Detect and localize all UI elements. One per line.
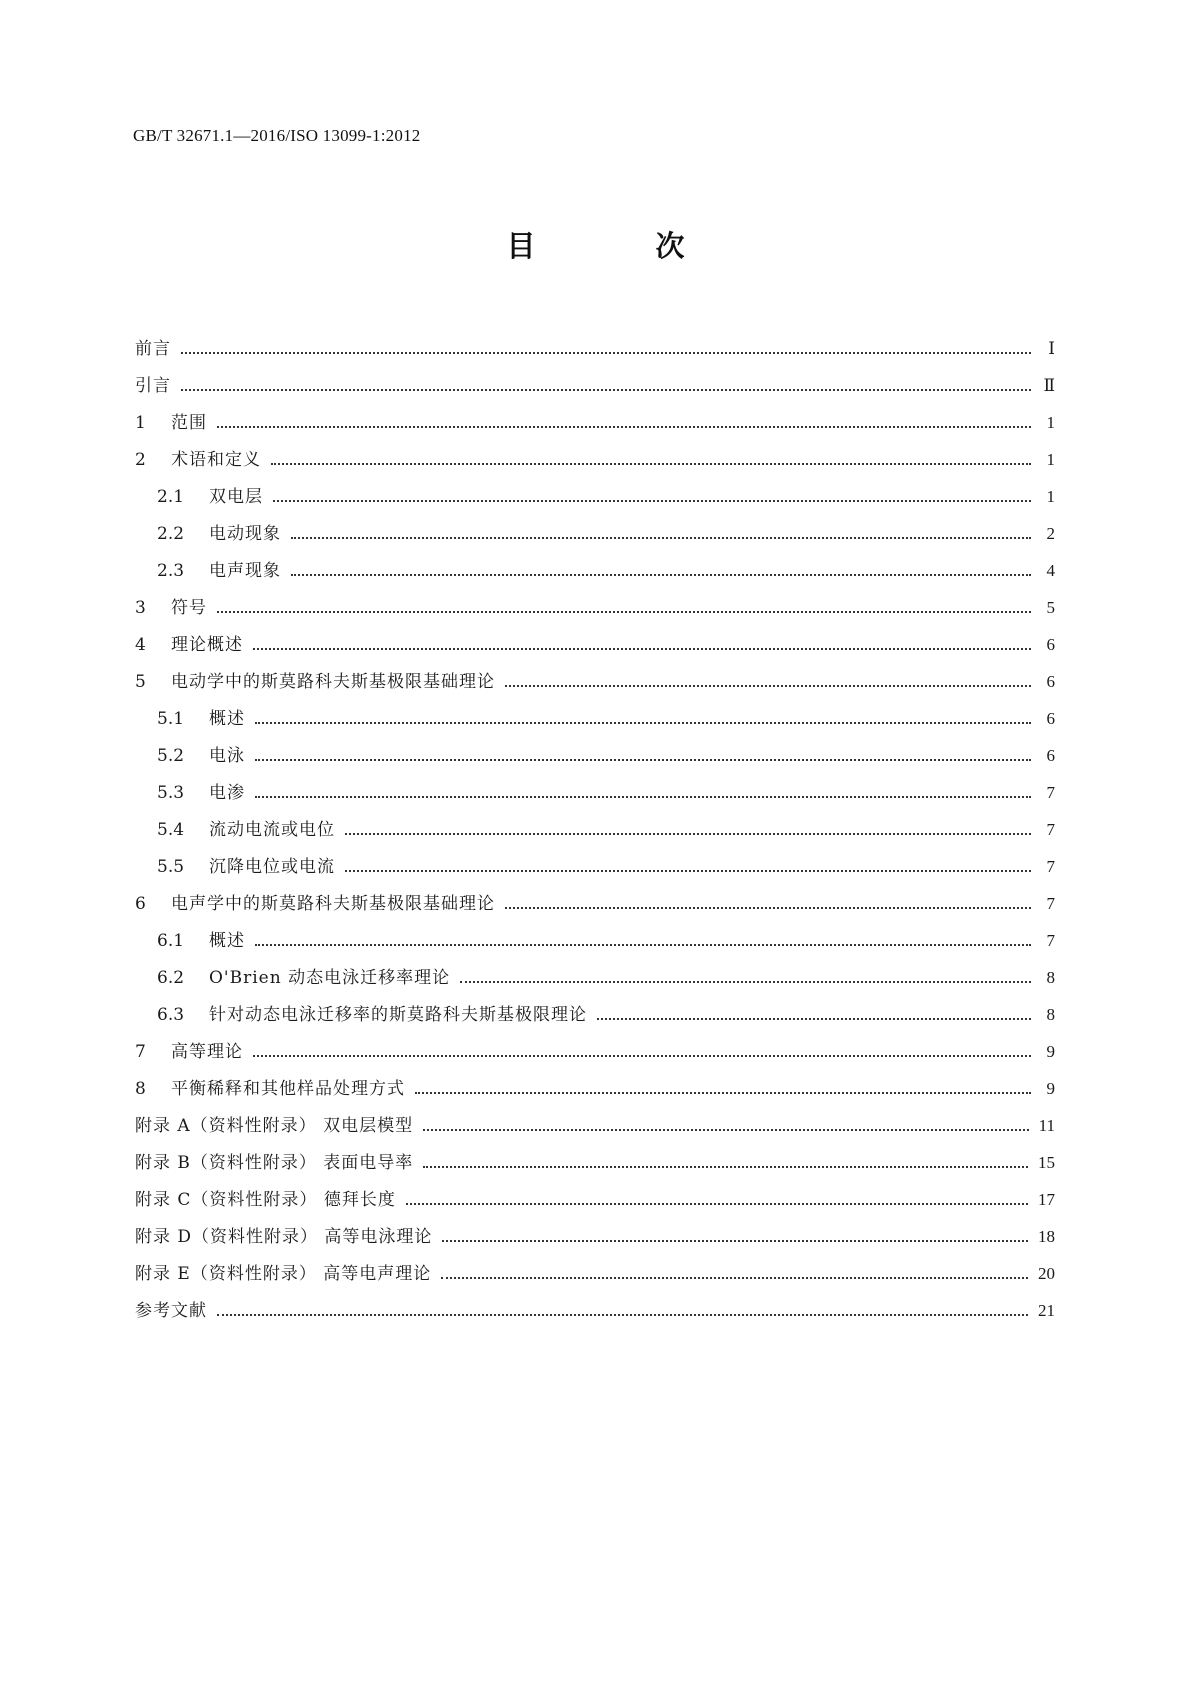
toc-entry[interactable] (135, 508, 1055, 545)
toc-entry-page: 7 (1046, 857, 1055, 876)
toc-entry-label: 参考文献 (135, 1301, 207, 1321)
toc-entry-page: 6 (1046, 635, 1055, 654)
toc-entry-label: 沉降电位或电流 (209, 857, 335, 877)
toc-entry[interactable] (135, 471, 1055, 508)
toc-entry-label: 流动电流或电位 (209, 820, 335, 840)
toc-dot-leader (181, 352, 1031, 354)
toc-entry-number: 5.1 (157, 709, 185, 729)
toc-entry-number: 2.1 (157, 487, 185, 507)
toc-entry-label: 高等理论 (171, 1042, 243, 1062)
toc-entry[interactable] (135, 730, 1055, 767)
toc-entry-label: 前言 (135, 339, 171, 359)
toc-entry[interactable] (135, 878, 1055, 915)
toc-entry[interactable] (135, 1026, 1055, 1063)
toc-entry-label: 范围 (171, 413, 207, 433)
toc-entry-page: 5 (1046, 598, 1055, 617)
toc-entry[interactable] (135, 397, 1055, 434)
toc-dot-leader (441, 1277, 1028, 1279)
toc-dot-leader (505, 685, 1031, 687)
toc-entry-page: 11 (1038, 1116, 1055, 1135)
toc-dot-leader (423, 1129, 1029, 1131)
toc-entry-number: 3 (135, 598, 146, 618)
toc-dot-leader (255, 759, 1031, 761)
standard-number: GB/T 32671.1—2016/ISO 13099-1:2012 (133, 126, 421, 145)
toc-entry-page: Ⅱ (1043, 376, 1055, 395)
toc-entry-label: 理论概述 (171, 635, 243, 655)
toc-entry-label: 概述 (209, 931, 245, 951)
toc-entry[interactable] (135, 545, 1055, 582)
toc-entry[interactable] (135, 360, 1055, 397)
toc-entry[interactable] (135, 582, 1055, 619)
toc-dot-leader (217, 426, 1031, 428)
toc-entry[interactable] (135, 434, 1055, 471)
toc-entry-label: 符号 (171, 598, 207, 618)
toc-entry[interactable] (135, 1211, 1055, 1248)
toc-entry-page: 1 (1046, 413, 1055, 432)
toc-entry-number: 7 (135, 1042, 146, 1062)
toc-entry-label: 概述 (209, 709, 245, 729)
toc-entry-page: 15 (1038, 1153, 1055, 1172)
toc-dot-leader (253, 648, 1031, 650)
toc-entry[interactable] (135, 1137, 1055, 1174)
toc-entry[interactable] (135, 767, 1055, 804)
toc-entry-page: 6 (1046, 709, 1055, 728)
toc-entry-number: 6.1 (157, 931, 185, 951)
toc-entry[interactable] (135, 619, 1055, 656)
toc-entry-label: 电动学中的斯莫路科夫斯基极限基础理论 (171, 672, 495, 692)
toc-entry-label: 针对动态电泳迁移率的斯莫路科夫斯基极限理论 (209, 1005, 587, 1025)
toc-entry[interactable] (135, 841, 1055, 878)
toc-dot-leader (423, 1166, 1028, 1168)
toc-entry[interactable] (135, 952, 1055, 989)
table-of-contents (135, 323, 1055, 1322)
toc-entry-label: 电渗 (209, 783, 245, 803)
toc-entry-label: 电动现象 (209, 524, 281, 544)
toc-entry[interactable] (135, 1285, 1055, 1322)
toc-entry-label: 双电层 (209, 487, 263, 507)
toc-entry-label: O'Brien 动态电泳迁移率理论 (209, 968, 451, 988)
toc-entry-label: 电泳 (209, 746, 245, 766)
toc-entry-number: 1 (135, 413, 146, 433)
toc-entry-page: 8 (1046, 968, 1055, 987)
toc-entry-page: 17 (1038, 1190, 1055, 1209)
toc-entry-label: 附录 C（资料性附录） 德拜长度 (135, 1190, 396, 1210)
toc-entry-label: 附录 B（资料性附录） 表面电导率 (135, 1153, 414, 1173)
toc-dot-leader (217, 1314, 1028, 1316)
toc-entry[interactable] (135, 656, 1055, 693)
toc-entry-page: 18 (1038, 1227, 1055, 1246)
toc-entry-label: 引言 (135, 376, 171, 396)
toc-dot-leader (291, 574, 1031, 576)
toc-entry-page: 4 (1046, 561, 1055, 580)
toc-entry[interactable] (135, 915, 1055, 952)
toc-entry-page: 6 (1046, 672, 1055, 691)
toc-entry-label: 附录 D（资料性附录） 高等电泳理论 (135, 1227, 433, 1247)
toc-dot-leader (415, 1092, 1031, 1094)
toc-entry-number: 4 (135, 635, 146, 655)
toc-entry-label: 电声现象 (209, 561, 281, 581)
toc-entry-number: 5.3 (157, 783, 185, 803)
toc-entry-page: Ⅰ (1048, 339, 1055, 358)
toc-entry-page: 7 (1046, 820, 1055, 839)
toc-entry-page: 9 (1046, 1042, 1055, 1061)
toc-entry-page: 7 (1046, 931, 1055, 950)
toc-entry-page: 20 (1038, 1264, 1055, 1283)
toc-dot-leader (253, 1055, 1031, 1057)
toc-entry-number: 5.4 (157, 820, 185, 840)
toc-entry-label: 附录 E（资料性附录） 高等电声理论 (135, 1264, 432, 1284)
toc-entry[interactable] (135, 1100, 1055, 1137)
toc-entry-number: 2.2 (157, 524, 185, 544)
page-title: 目 次 (506, 229, 740, 263)
toc-entry-number: 5.5 (157, 857, 185, 877)
toc-entry[interactable] (135, 989, 1055, 1026)
toc-dot-leader (273, 500, 1031, 502)
toc-entry-page: 7 (1046, 783, 1055, 802)
toc-entry[interactable] (135, 1063, 1055, 1100)
toc-dot-leader (345, 870, 1031, 872)
toc-entry-number: 5 (135, 672, 146, 692)
toc-dot-leader (345, 833, 1031, 835)
toc-dot-leader (460, 981, 1031, 983)
toc-entry[interactable] (135, 1248, 1055, 1285)
toc-entry[interactable] (135, 693, 1055, 730)
toc-entry[interactable] (135, 1174, 1055, 1211)
toc-dot-leader (255, 722, 1031, 724)
toc-entry[interactable] (135, 323, 1055, 360)
toc-entry-label: 电声学中的斯莫路科夫斯基极限基础理论 (171, 894, 495, 914)
toc-entry-number: 6.2 (157, 968, 185, 988)
toc-entry-page: 2 (1046, 524, 1055, 543)
toc-dot-leader (442, 1240, 1028, 1242)
toc-entry-number: 6.3 (157, 1005, 185, 1025)
toc-entry-page: 8 (1046, 1005, 1055, 1024)
toc-dot-leader (181, 389, 1031, 391)
toc-entry-page: 7 (1046, 894, 1055, 913)
toc-entry-number: 2.3 (157, 561, 185, 581)
toc-entry-page: 9 (1046, 1079, 1055, 1098)
toc-entry[interactable] (135, 804, 1055, 841)
toc-dot-leader (271, 463, 1031, 465)
toc-entry-label: 附录 A（资料性附录） 双电层模型 (135, 1116, 414, 1136)
toc-dot-leader (505, 907, 1031, 909)
toc-entry-number: 2 (135, 450, 146, 470)
toc-dot-leader (291, 537, 1031, 539)
toc-dot-leader (255, 944, 1031, 946)
toc-dot-leader (406, 1203, 1028, 1205)
toc-entry-number: 8 (135, 1079, 146, 1099)
toc-entry-number: 5.2 (157, 746, 185, 766)
toc-entry-page: 1 (1046, 487, 1055, 506)
toc-dot-leader (597, 1018, 1031, 1020)
toc-entry-page: 21 (1038, 1301, 1055, 1320)
toc-dot-leader (217, 611, 1031, 613)
toc-entry-number: 6 (135, 894, 146, 914)
toc-entry-page: 1 (1046, 450, 1055, 469)
toc-entry-page: 6 (1046, 746, 1055, 765)
toc-entry-label: 术语和定义 (171, 450, 261, 470)
toc-entry-label: 平衡稀释和其他样品处理方式 (171, 1079, 405, 1099)
toc-dot-leader (255, 796, 1031, 798)
